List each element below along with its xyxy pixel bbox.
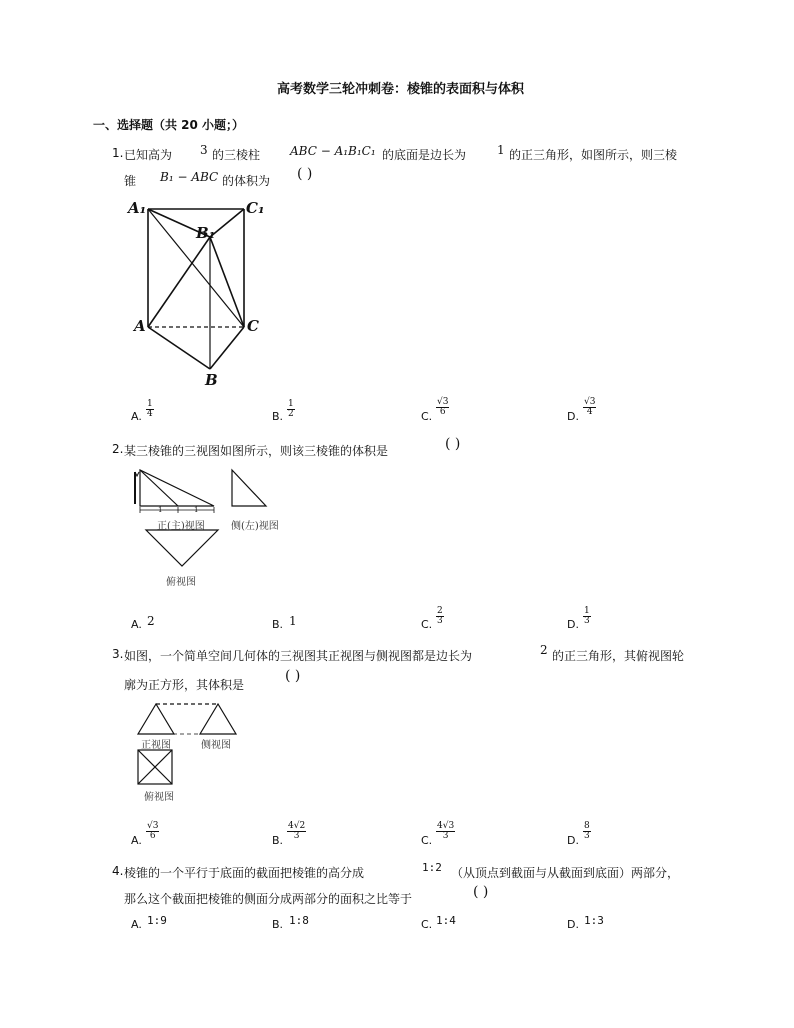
option-label: C. (421, 918, 433, 931)
q3-number: 3. (112, 647, 124, 661)
q4-text-1: 棱锥的一个平行于底面的截面把棱锥的高分成 (124, 866, 365, 880)
q2-answer-paren: ( ) (445, 436, 461, 452)
option-value: 1:9 (147, 914, 167, 927)
option-label: A. (131, 834, 142, 847)
q1-text-4: 的正三角形，如图所示，则三棱 (509, 148, 678, 162)
q3-top-view-label: 俯视图 (144, 792, 174, 803)
option-fraction: $\frac{1}{2}$ (288, 399, 294, 419)
option-value: 1:8 (289, 914, 309, 927)
page-title: 高考数学三轮冲刺卷：棱锥的表面积与体积 (277, 82, 525, 97)
option-fraction: $\frac{√3}{6}$ (147, 821, 159, 841)
q1-pyramid-name: B₁ − ABC (160, 170, 219, 184)
svg-text:1: 1 (158, 506, 163, 514)
option-value: 1:3 (584, 914, 604, 927)
q3-side-value: 2 (540, 643, 548, 657)
q2-front-view-label: 正(主)视图 (157, 521, 205, 532)
q4-text-3: 那么这个截面把棱锥的侧面分成两部分的面积之比等于 (124, 892, 413, 906)
q3-answer-paren: ( ) (285, 668, 301, 684)
option-value: 1:4 (436, 914, 456, 927)
option-label: D. (567, 834, 579, 847)
option-fraction: $\frac{1}{4}$ (147, 399, 153, 419)
option-fraction: $\frac{√3}{6}$ (437, 397, 449, 417)
q1-answer-paren: ( ) (297, 166, 313, 182)
svg-text:1: 1 (194, 506, 199, 514)
option-fraction: $\frac{1}{3}$ (584, 606, 590, 626)
q1-prism-name: ABC − A₁B₁C₁ (290, 144, 376, 158)
q1-text-3: 的底面是边长为 (382, 148, 467, 162)
option-label: C. (421, 618, 433, 631)
q1-text-2: 的三棱柱 (212, 148, 261, 162)
q1-number: 1. (112, 146, 124, 160)
option-fraction: $\frac{2}{3}$ (437, 606, 443, 626)
q1-side-value: 1 (497, 143, 505, 157)
q4-number: 4. (112, 864, 124, 878)
option-label: A. (131, 618, 142, 631)
q2-side-view-label: 侧(左)视图 (231, 521, 279, 532)
option-label: D. (567, 618, 579, 631)
option-label: B. (272, 618, 284, 631)
q1-label-b: B (205, 371, 218, 389)
q1-label-c: C (247, 317, 259, 335)
section-heading: 一、选择题（共 20 小题；） (93, 118, 245, 132)
q1-label-b1: B₁ (196, 224, 216, 242)
q1-text-5: 锥 (124, 174, 137, 188)
q3-text-2: 的正三角形，其俯视图轮 (552, 649, 685, 663)
q3-side-view-label: 侧视图 (201, 740, 231, 751)
q4-ratio-value: 1:2 (422, 861, 442, 874)
option-fraction: $\frac{4√2}{3}$ (288, 821, 306, 841)
option-label: C. (421, 834, 433, 847)
option-fraction: $\frac{4√3}{3}$ (437, 821, 455, 841)
option-label: A. (131, 918, 142, 931)
option-label: D. (567, 410, 579, 423)
q3-front-view-label: 正视图 (141, 740, 171, 751)
option-label: B. (272, 834, 284, 847)
option-fraction: $\frac{8}{3}$ (584, 821, 590, 841)
q1-label-c1: C₁ (246, 199, 265, 217)
q2-top-view-label: 俯视图 (166, 577, 196, 588)
option-label: B. (272, 918, 284, 931)
q2-text: 某三棱锥的三视图如图所示，则该三棱锥的体积是 (124, 444, 389, 458)
option-label: D. (567, 918, 579, 931)
option-value: 1 (289, 614, 297, 628)
q3-text-3: 廓为正方形，其体积是 (124, 678, 245, 692)
q1-text-1: 已知高为 (124, 148, 173, 162)
q2-number: 2. (112, 442, 124, 456)
q1-height-value: 3 (200, 143, 208, 157)
option-label: C. (421, 410, 433, 423)
q1-label-a1: A₁ (128, 199, 147, 217)
q1-label-a: A (134, 317, 146, 335)
q1-text-6: 的体积为 (222, 174, 271, 188)
option-label: B. (272, 410, 284, 423)
option-value: 2 (147, 614, 155, 628)
option-label: A. (131, 410, 142, 423)
option-fraction: $\frac{√3}{4}$ (584, 397, 596, 417)
q4-text-2: （从顶点到截面与从截面到底面）两部分， (451, 866, 680, 880)
q3-text-1: 如图，一个简单空间几何体的三视图其正视图与侧视图都是边长为 (124, 649, 473, 663)
q4-answer-paren: ( ) (473, 884, 489, 900)
